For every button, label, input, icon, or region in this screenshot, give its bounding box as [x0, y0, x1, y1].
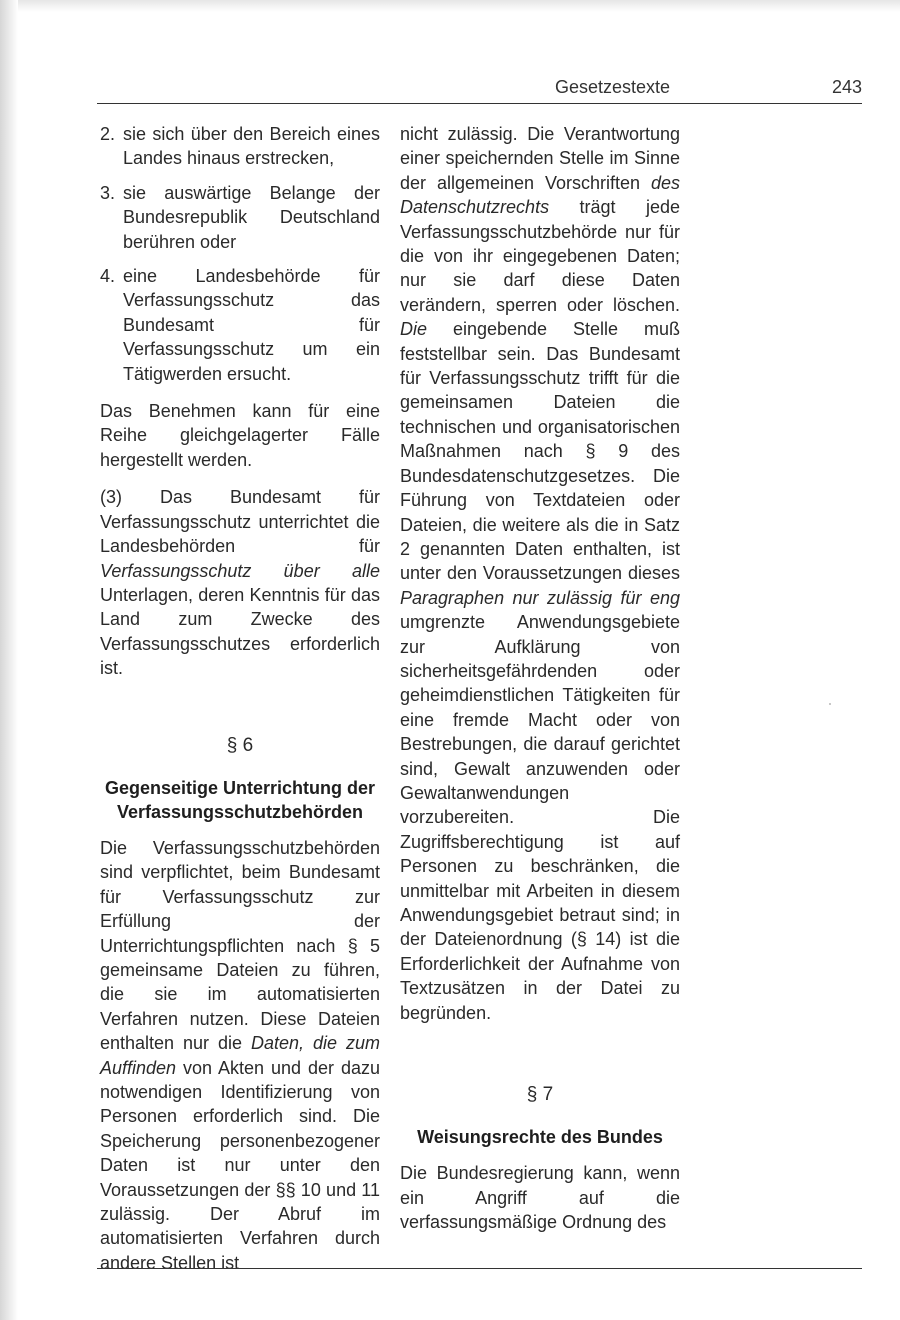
paragraph-italic: Verfassungsschutz über alle — [100, 560, 380, 581]
paragraph-italic: des Datenschutzrechts — [400, 172, 680, 218]
scan-speck — [829, 703, 831, 705]
list-number: 2. — [100, 124, 116, 144]
paragraph-benehmen: Das Benehmen kann für eine Reihe gleichgelagerter Fälle hergestellt werden. — [100, 401, 380, 470]
list-item — [100, 122, 380, 171]
section-6-body — [100, 836, 380, 1275]
paragraph-italic: Daten, die zum Auffinden — [100, 1033, 381, 1078]
list-item — [100, 264, 380, 386]
running-title: Gesetzestexte — [555, 77, 671, 97]
paragraph-text: Unterlagen, deren Kenntnis für das Land zum Zwecke des Verfassungsschutzes erforderlich ist. — [100, 584, 380, 679]
paragraph-text: nicht zulässig. Die Verantwortung einer speichernden Stelle im Sinne der allgemeinen Vorschriften — [400, 124, 680, 193]
paragraph-text: eingebende Stelle muß feststellbar sein. Das Bundesamt für Verfassungsschutz trifft für die gemeinsamen Dateien die technischen und organisatorischen Maßnahmen nach § 9 des Bundesdatenschutzgesetzes. Die Führung von Textdateien oder Dateien, die weitere als die in Satz 2 genannten Daten enthalten, ist unter den Voraussetzungen dieses — [400, 319, 680, 584]
paragraph-3 — [100, 485, 380, 680]
section-6-title: Gegenseitige Unterrichtung der Verfassungsschutzbehörden — [104, 777, 376, 822]
list-number: 3. — [100, 182, 116, 203]
binding-shadow — [0, 0, 18, 1320]
page-edge — [0, 0, 900, 12]
footer-rule — [97, 1268, 862, 1269]
list-text: sie auswärtige Belange der Bundesrepublik Deutschland berühren oder — [123, 182, 380, 252]
paragraph-text: von Akten und der dazu notwendigen Identifizierung von Personen erforderlich sind. Die Speicherung personenbezogener Daten ist nur unter den Voraussetzungen der §§ 10 und 11 zulässig. Der Abruf im automatisierten Verfahren durch andere Stellen ist — [100, 1057, 380, 1273]
list-text: sie sich über den Bereich eines Landes hinaus erstrecken, — [123, 124, 380, 169]
section-7-title: Weisungsrechte des Bundes — [417, 1127, 663, 1148]
section-6-number: § 6 — [226, 734, 254, 756]
section-7-number: § 7 — [526, 1084, 554, 1106]
paragraph-text: (3) Das Bundesamt für Verfassungsschutz unterrichtet die Landesbehörden für — [100, 487, 380, 557]
paragraph-text: trägt jede Verfassungsschutzbehörde nur für die von ihr eingegebenen Daten; nur sie darf diese Daten verändern, sperren oder löschen. — [400, 197, 680, 315]
left-column — [100, 122, 380, 1275]
section-7-body: Die Bundesregierung kann, wenn ein Angriff auf die verfassungsmäßige Ordnung des — [400, 1163, 680, 1233]
running-header — [97, 77, 862, 104]
list-text: eine Landesbehörde für Verfassungsschutz das Bundesamt für Verfassungsschutz um ein Tätigwerden ersucht. — [123, 266, 380, 384]
section-6-continuation — [400, 122, 680, 1025]
list-item — [100, 181, 380, 254]
paragraph-italic: Paragraphen nur zulässig für eng — [400, 587, 680, 608]
paragraph-text: umgrenzte Anwendungsgebiete zur Aufklärung von sicherheitsgefährdenden oder geheimdienstlichen Tätigkeiten für eine fremde Macht oder von Bestrebungen, die darauf gerichtet sind, Gewalt anzuwenden oder Gewaltanwendungen vorzubereiten. Die Zugriffsberechtigung ist auf Personen zu beschränken, die unmittelbar mit Arbeiten in diesem Anwendungsgebiet betraut sind; in der Dateienordnung (§ 14) ist die Erforderlichkeit der Aufnahme von Textzusätzen in der Datei zu begründen. — [400, 612, 680, 1023]
page-number: 243 — [831, 77, 862, 97]
list-number: 4. — [100, 266, 116, 287]
right-column — [400, 122, 680, 1235]
paragraph-italic: Die — [400, 319, 428, 340]
paragraph-text: Die Verfassungsschutzbehörden sind verpflichtet, beim Bundesamt für Verfassungsschutz zur Erfüllung der Unterrichtungspflichten nach § 5 gemeinsame Dateien zu führen, die sie im automatisierten Verfahren nutzen. Diese Dateien enthalten nur die — [100, 837, 380, 1054]
